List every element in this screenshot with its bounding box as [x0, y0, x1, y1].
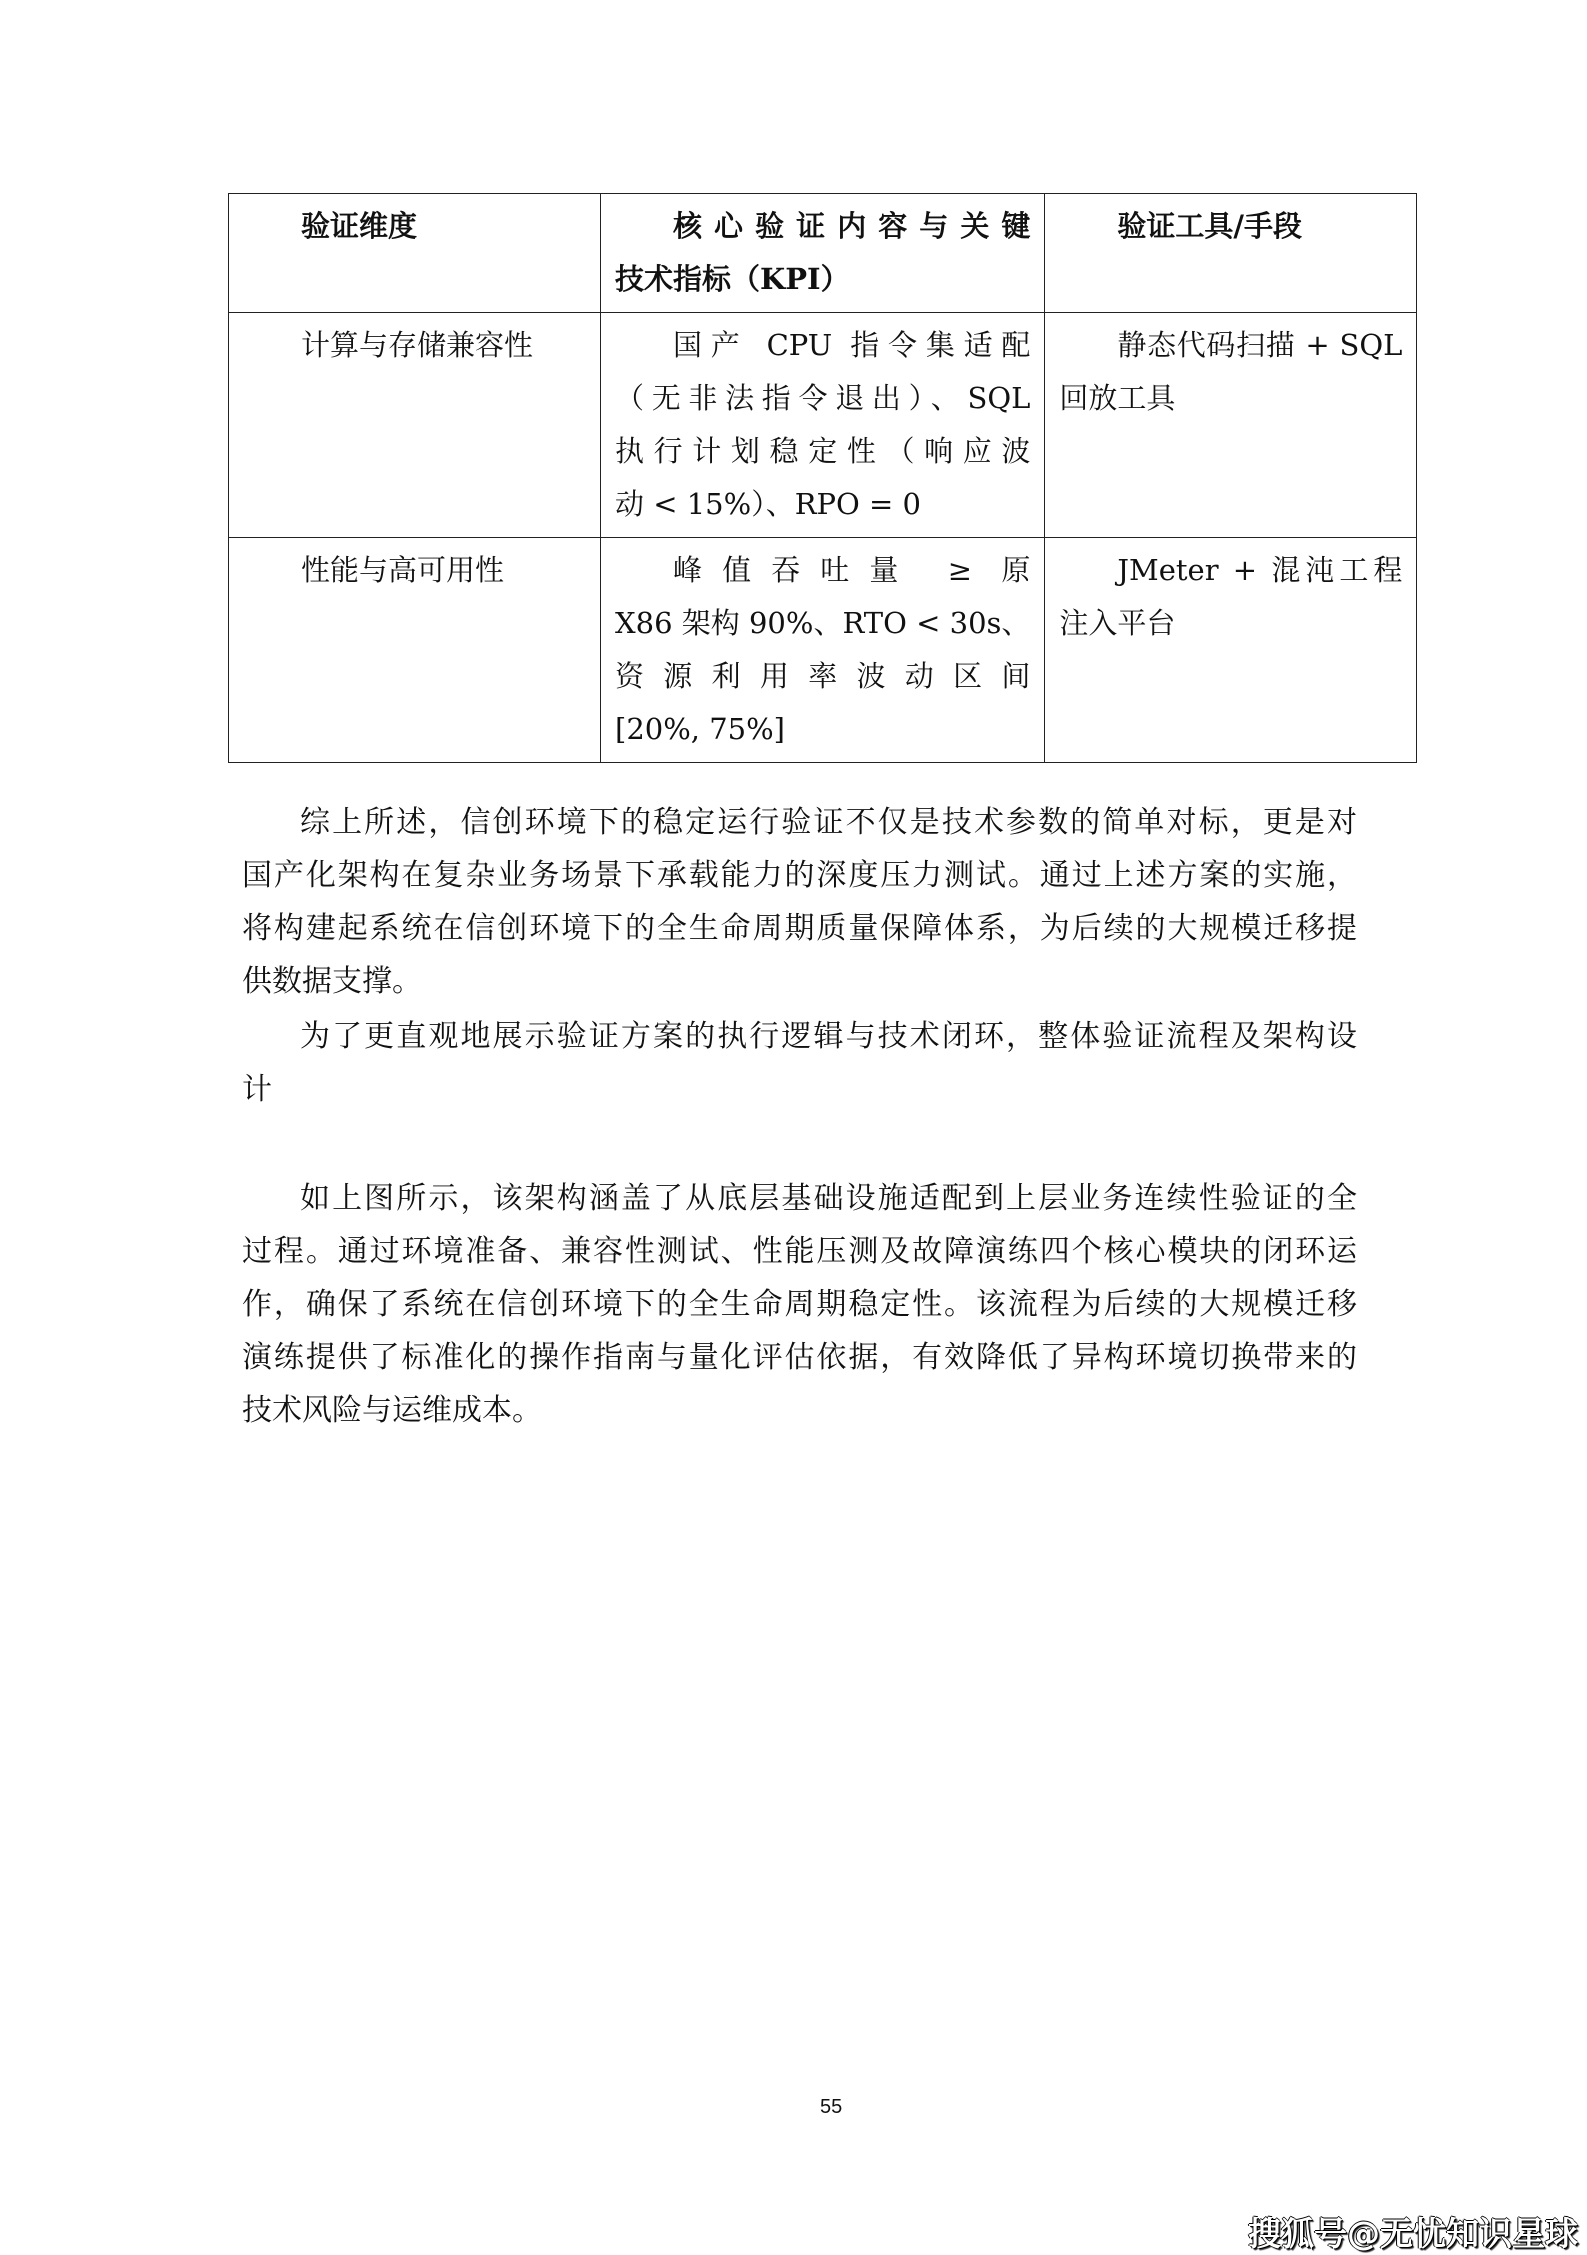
text-line: 供数据支撑。 [242, 964, 422, 999]
cell-line: 国产 CPU 指令集适配 [673, 328, 1031, 362]
cell-line: 动 < 15%）、RPO = 0 [615, 487, 922, 521]
cell-line: X86 架构 90%、RTO < 30s、 [615, 606, 1031, 640]
header-dimension [229, 194, 601, 313]
cell-line: 核心验证内容与关键 [673, 209, 1031, 243]
cell-line: 资源利用率波动区间 [615, 659, 1031, 693]
cell-line: （无非法指令退出）、SQL [615, 381, 1031, 415]
text-line: 过程。通过环境准备、兼容性测试、性能压测及故障演练四个核心模块的闭环运 [242, 1234, 1357, 1269]
text-line: 为了更直观地展示验证方案的执行逻辑与技术闭环，整体验证流程及架构设 [300, 1019, 1357, 1054]
watermark: 搜狐号@无忧知识星球 [1248, 2214, 1578, 2253]
text-line: 演练提供了标准化的操作指南与量化评估依据，有效降低了异构环境切换带来的 [242, 1340, 1357, 1375]
cell-line: [20%, 75%] [615, 712, 785, 746]
cell-kpi [601, 538, 1045, 763]
table-row [229, 313, 1417, 538]
header-tools [1045, 194, 1417, 313]
text-line: 作，确保了系统在信创环境下的全生命周期稳定性。该流程为后续的大规模迁移 [242, 1287, 1357, 1322]
text-line: 如上图所示，该架构涵盖了从底层基础设施适配到上层业务连续性验证的全 [300, 1181, 1357, 1216]
cell-line: 注入平台 [1059, 606, 1176, 640]
cell-line: 峰值吞吐量 ≥ 原 [673, 553, 1031, 587]
paragraph-summary [242, 796, 1357, 1008]
paragraph-figure-description [242, 1172, 1357, 1437]
cell-line: 执行计划稳定性（响应波 [615, 434, 1031, 468]
text-line: 将构建起系统在信创环境下的全生命周期质量保障体系，为后续的大规模迁移提 [242, 911, 1357, 946]
cell-line: 验证工具/手段 [1117, 209, 1302, 243]
header-kpi [601, 194, 1045, 313]
table-header-row [229, 194, 1417, 313]
page-number: 55 [820, 2096, 843, 2118]
text-line: 国产化架构在复杂业务场景下承载能力的深度压力测试。通过上述方案的实施， [242, 858, 1357, 893]
text-line: 计 [242, 1072, 272, 1107]
cell-line: 验证维度 [301, 209, 418, 243]
cell-dimension [229, 313, 601, 538]
table-row [229, 538, 1417, 763]
verification-table [228, 193, 1417, 763]
cell-line: 性能与高可用性 [301, 553, 505, 587]
cell-tools [1045, 538, 1417, 763]
cell-dimension [229, 538, 601, 763]
cell-tools [1045, 313, 1417, 538]
paragraph-intro-figure [242, 1010, 1357, 1116]
cell-line: JMeter + 混沌工程 [1117, 553, 1403, 587]
cell-line: 静态代码扫描 + SQL [1117, 328, 1403, 362]
cell-line: 技术指标（KPI） [615, 262, 850, 296]
text-line: 技术风险与运维成本。 [242, 1393, 542, 1428]
cell-kpi [601, 313, 1045, 538]
cell-line: 回放工具 [1059, 381, 1176, 415]
cell-line: 计算与存储兼容性 [301, 328, 534, 362]
text-line: 综上所述，信创环境下的稳定运行验证不仅是技术参数的简单对标，更是对 [300, 805, 1357, 840]
